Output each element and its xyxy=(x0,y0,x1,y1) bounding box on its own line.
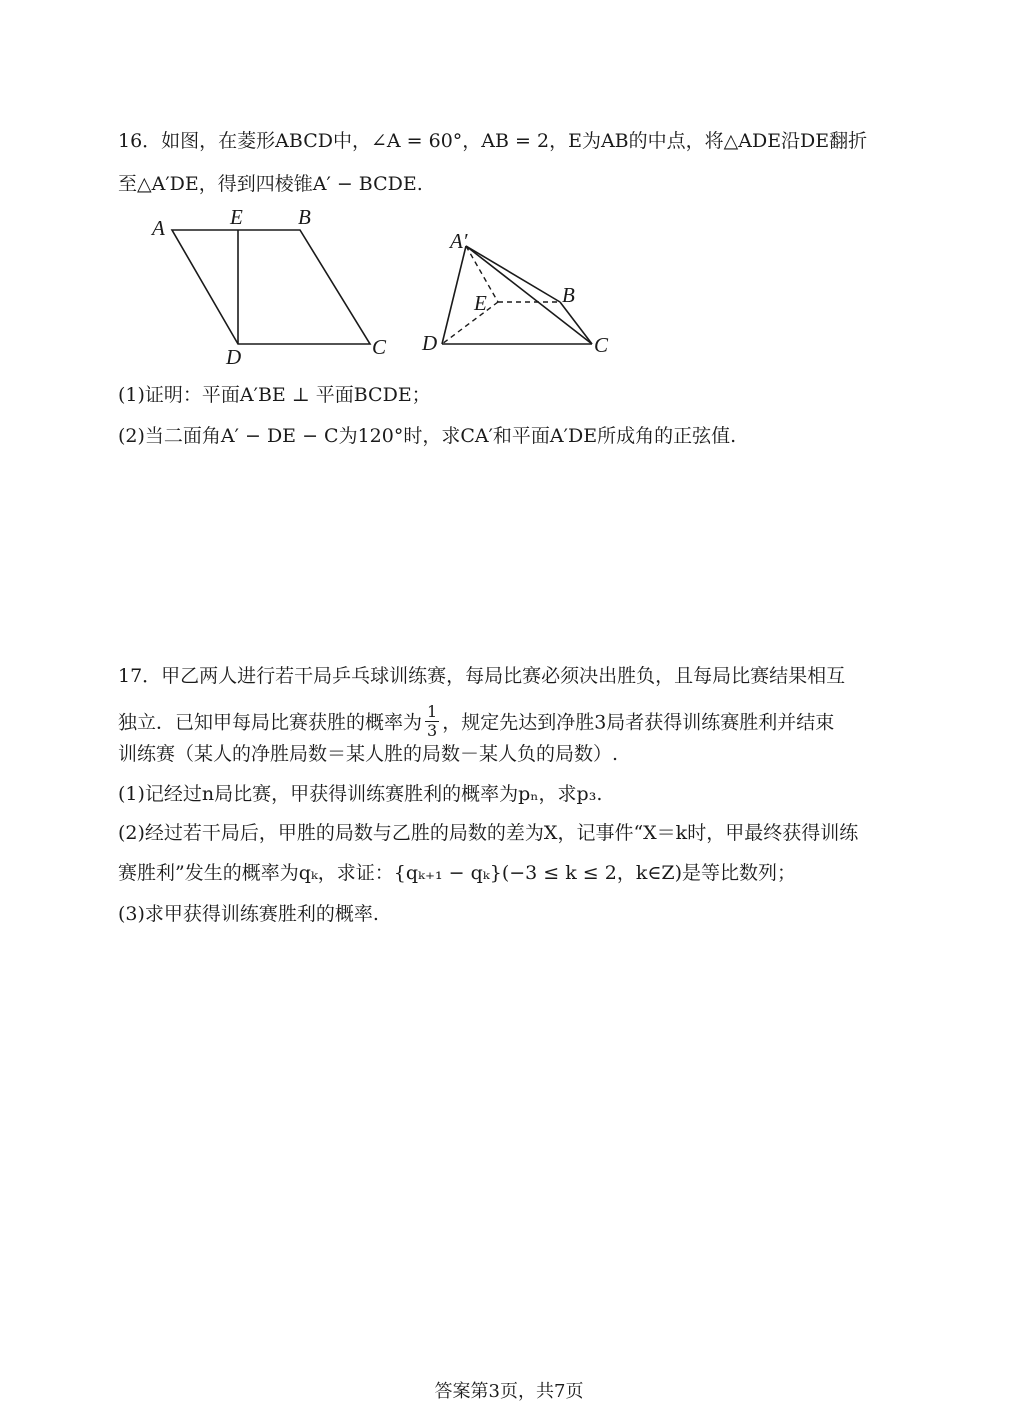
page-footer: 答案第3页，共7页 xyxy=(434,1381,584,1402)
problem17-part2-line2: 赛胜利”发生的概率为qₖ，求证：{qₖ₊₁ − qₖ}(−3 ≤ k ≤ 2，k∈Z)是等比数列； xyxy=(118,862,797,884)
rhombus-figure xyxy=(140,200,400,370)
problem16-part1: (1)证明：平面A′BE ⊥ 平面BCDE； xyxy=(118,384,431,406)
rhombus-outline xyxy=(172,230,370,344)
problem17-line2-b: ，规定先达到净胜3局者获得训练赛胜利并结束 xyxy=(442,711,835,734)
problem17-part2-line1: (2)经过若干局后，甲胜的局数与乙胜的局数的差为X，记事件“X＝k时，甲最终获得训练 xyxy=(118,822,859,844)
problem17-part3: (3)求甲获得训练赛胜利的概率. xyxy=(118,903,379,925)
pyramid-figure xyxy=(410,220,630,370)
problem16-line2: 至△A′DE，得到四棱锥A′ − BCDE. xyxy=(118,173,423,195)
label-B: B xyxy=(562,283,575,307)
problem17-line3: 训练赛（某人的净胜局数＝某人胜的局数－某人负的局数）. xyxy=(118,743,619,765)
label-C: C xyxy=(372,335,387,359)
label-E: E xyxy=(474,291,487,315)
problem16-line1: 16．如图，在菱形ABCD中，∠A = 60°，AB = 2，E为AB的中点，将△ADE沿DE翻折 xyxy=(118,130,868,152)
problem17-line1: 17．甲乙两人进行若干局乒乓球训练赛，每局比赛必须决出胜负，且每局比赛结果相互 xyxy=(118,665,846,687)
fraction-denominator: 3 xyxy=(427,721,438,740)
label-B: B xyxy=(298,205,311,229)
label-D: D xyxy=(422,331,438,355)
label-E: E xyxy=(230,205,243,229)
label-A: A xyxy=(152,216,165,240)
problem17-line2 xyxy=(118,702,835,742)
label-A-prime: A′ xyxy=(450,229,468,253)
problem17-part1: (1)记经过n局比赛，甲获得训练赛胜利的概率为pₙ，求p₃. xyxy=(118,783,603,805)
label-C: C xyxy=(594,333,609,357)
fraction xyxy=(425,703,439,740)
problem16-part2: (2)当二面角A′ − DE − C为120°时，求CA′和平面A′DE所成角的正弦值. xyxy=(118,425,737,447)
problem17-line2-a: 独立．已知甲每局比赛获胜的概率为 xyxy=(118,711,423,734)
fraction-numerator: 1 xyxy=(427,702,438,721)
label-D: D xyxy=(226,345,242,369)
edge-A-D xyxy=(442,246,466,344)
